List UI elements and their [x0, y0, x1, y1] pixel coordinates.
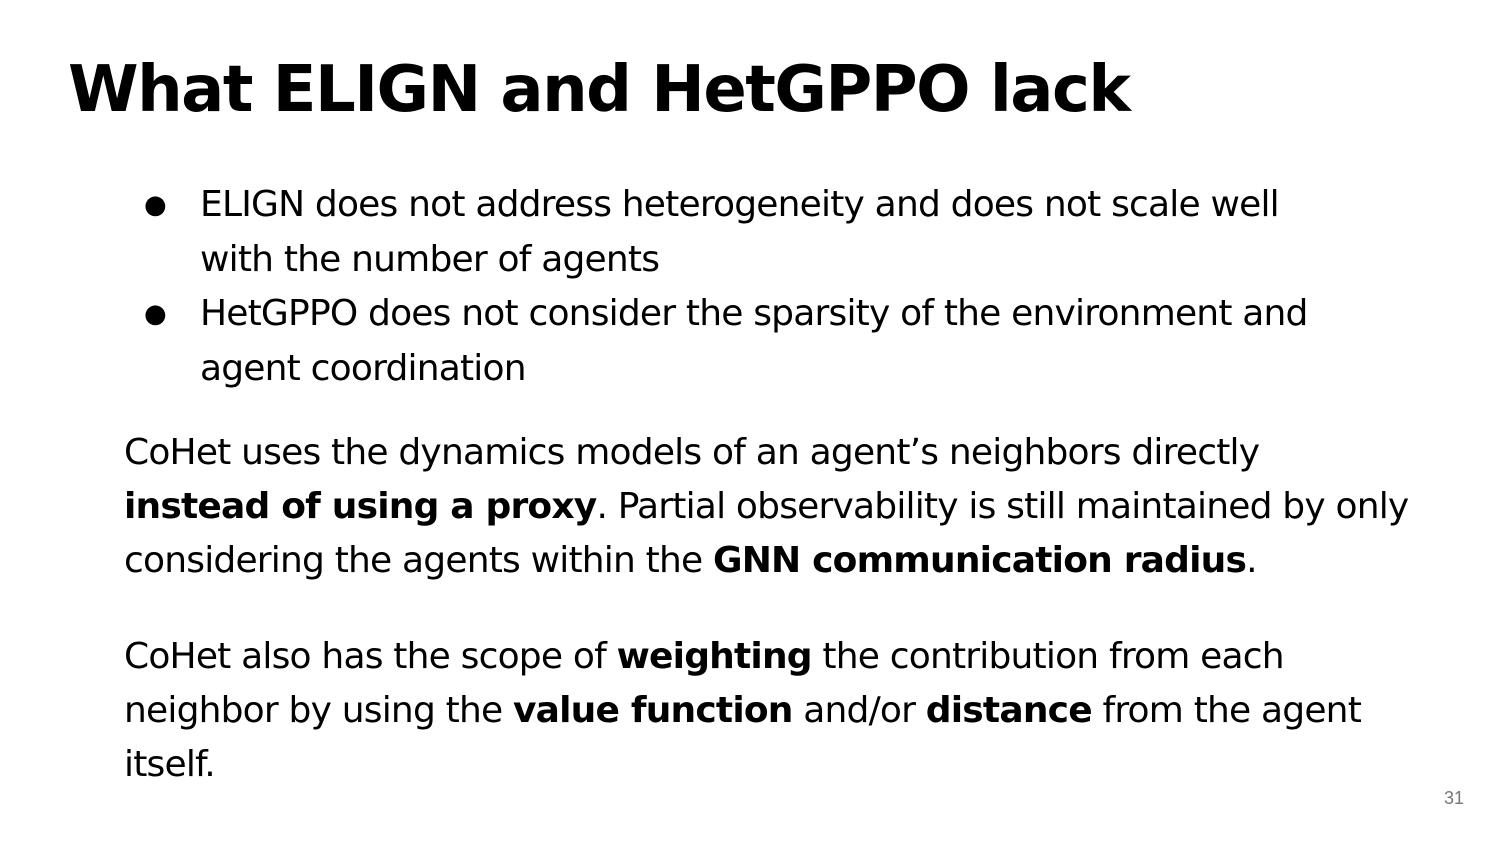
slide-title: What ELIGN and HetGPPO lack: [68, 53, 1130, 127]
bullet-dot-icon: ●: [144, 299, 166, 329]
paragraph-text: CoHet also has the scope of: [124, 636, 617, 677]
bullet-dot-icon: ●: [144, 190, 166, 220]
slide-number: 31: [1443, 788, 1464, 808]
paragraph-text: .: [1246, 540, 1257, 581]
paragraph-cohet-dynamics: [124, 426, 1414, 588]
paragraph-text: and/or: [792, 690, 926, 731]
paragraph-text: CoHet uses the dynamics models of an agent’s neighbors directly: [124, 432, 1260, 473]
paragraph-text: the contribution from each neighbor by using the: [124, 636, 1284, 731]
bullet-text: ELIGN does not address heterogeneity and does not scale well with the number of agents: [200, 184, 1279, 280]
emphasis-text: weighting: [616, 636, 812, 677]
bullet-item: [140, 287, 1340, 396]
paragraph-text: from the agent itself.: [124, 690, 1362, 785]
paragraph-text: . Partial observability is still maintained by only considering the agents within the: [124, 486, 1409, 581]
emphasis-text: distance: [925, 690, 1092, 731]
emphasis-text: value function: [512, 690, 793, 731]
paragraph-cohet-weighting: [124, 630, 1414, 792]
bullet-text: HetGPPO does not consider the sparsity of the environment and agent coordination: [200, 293, 1308, 389]
bullet-list: [140, 178, 1340, 396]
bullet-item: [140, 178, 1340, 287]
emphasis-text: instead of using a proxy: [124, 486, 597, 527]
emphasis-text: GNN communication radius: [712, 540, 1247, 581]
